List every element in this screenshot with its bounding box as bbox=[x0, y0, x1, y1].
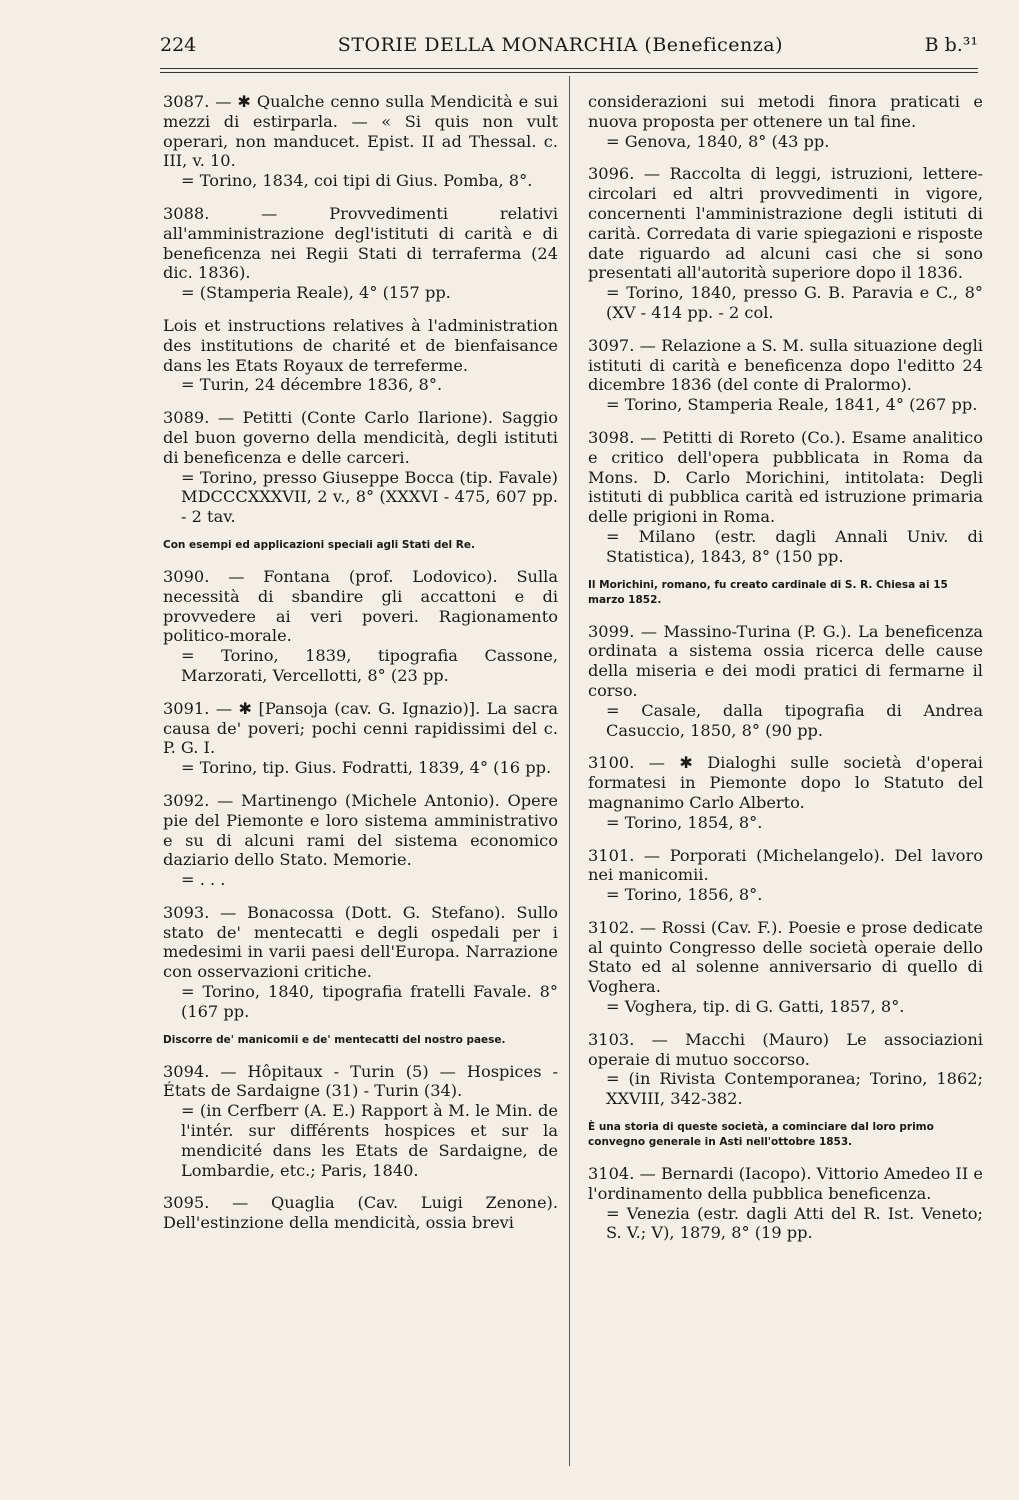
entry-imprint: = Torino, 1840, tipografia fratelli Favale. 8° (167 pp. bbox=[181, 982, 558, 1021]
entry-text: 3098. — Petitti di Roreto (Co.). Esame analitico e critico dell'opera pubblicata in Roma da Mons. D. Carlo Morichini, intitolata: Degli istituti di pubblica carità ed istruzione primaria delle prigioni in Roma. bbox=[588, 427, 983, 527]
entry-3094 bbox=[163, 1062, 558, 1181]
signature-mark: B b.³¹ bbox=[924, 34, 978, 56]
entry-note: È una storia di queste società, a cominciare dal loro primo convegno generale in Asti nell'ottobre 1853. bbox=[588, 1121, 934, 1149]
entry-imprint: = Torino, tip. Gius. Fodratti, 1839, 4° (16 pp. bbox=[181, 758, 552, 778]
entry-3091 bbox=[163, 699, 558, 778]
header-rule-bottom bbox=[160, 72, 978, 73]
entry-text: 3104. — Bernardi (Iacopo). Vittorio Amedeo II e l'ordinamento della pubblica beneficenza. bbox=[588, 1164, 983, 1203]
entry-text: 3094. — Hôpitaux - Turin (5) — Hospices - États de Sardaigne (31) - Turin (34). bbox=[163, 1061, 558, 1101]
entry-imprint: = Genova, 1840, 8° (43 pp. bbox=[606, 131, 830, 151]
entry-imprint: = Venezia (estr. dagli Atti del R. Ist. Veneto; S. V.; V), 1879, 8° (19 pp. bbox=[606, 1203, 983, 1243]
entry-imprint: = Torino, 1834, coi tipi di Gius. Pomba, 8°. bbox=[181, 171, 533, 191]
entry-text: 3101. — Porporati (Michelangelo). Del lavoro nei manicomii. bbox=[588, 845, 983, 885]
page-header bbox=[160, 34, 978, 64]
entry-text: 3092. — Martinengo (Michele Antonio). Opere pie del Piemonte e loro sistema amministrativo e su di alcuni rami del sistema economico daziario dello Stato. Memorie. bbox=[163, 790, 558, 870]
entry-3093 bbox=[163, 903, 558, 1022]
entry-imprint: = Torino, presso Giuseppe Bocca (tip. Favale) MDCCCXXXVII, 2 v., 8° (XXXVI - 475, 607 pp. - 2 tav. bbox=[181, 467, 558, 527]
entry-3095 bbox=[163, 1193, 558, 1233]
page-number: 224 bbox=[160, 34, 197, 56]
entry-imprint: = (Stamperia Reale), 4° (157 pp. bbox=[181, 283, 451, 303]
entry-3098 bbox=[588, 428, 983, 567]
entry-imprint: = Milano (estr. dagli Annali Univ. di Statistica), 1843, 8° (150 pp. bbox=[606, 526, 983, 566]
entry-text: 3090. — Fontana (prof. Lodovico). Sulla necessità di sbandire gli accattoni e di provvedere ai veri poveri. Ragionamento politico-morale. bbox=[163, 566, 558, 646]
entry-imprint: = Torino, 1856, 8°. bbox=[606, 885, 763, 905]
left-column bbox=[163, 92, 558, 1246]
entry-3102 bbox=[588, 918, 983, 1017]
entry-imprint: = Voghera, tip. di G. Gatti, 1857, 8°. bbox=[606, 997, 905, 1017]
right-column bbox=[588, 92, 983, 1256]
entry-3089 bbox=[163, 408, 558, 527]
entry-note: Discorre de' manicomii e de' mentecatti del nostro paese. bbox=[163, 1033, 506, 1046]
entry-imprint: = Torino, Stamperia Reale, 1841, 4° (267 pp. bbox=[606, 395, 978, 415]
entry-text: 3093. — Bonacossa (Dott. G. Stefano). Sullo stato de' mentecatti e degli ospedali per i medesimi in varii paesi dell'Europa. Narrazione con osservazioni critiche. bbox=[163, 902, 558, 982]
entry-imprint: = Torino, 1840, presso G. B. Paravia e C., 8° (XV - 414 pp. - 2 col. bbox=[606, 283, 983, 322]
entry-imprint: = Turin, 24 décembre 1836, 8°. bbox=[181, 375, 443, 395]
entry-text: 3096. — Raccolta di leggi, istruzioni, lettere-circolari ed altri provvedimenti in vigore, concernenti l'amministrazione degli istituti di carità. Corredata di varie spiegazioni e risposte date riguardo ad alcuni casi che si sono presentati all'autorità superiore dopo il 1836. bbox=[588, 164, 983, 283]
entry-text: 3095. — Quaglia (Cav. Luigi Zenone). Dell'estinzione della mendicità, ossia brevi bbox=[163, 1193, 558, 1233]
entry-3092 bbox=[163, 791, 558, 890]
entry-text: 3102. — Rossi (Cav. F.). Poesie e prose dedicate al quinto Congresso delle società operaie dello Stato ed al solenne anniversario di quello di Voghera. bbox=[588, 917, 983, 997]
entry-3097 bbox=[588, 336, 983, 415]
entry-text: 3103. — Macchi (Mauro) Le associazioni operaie di mutuo soccorso. bbox=[588, 1029, 983, 1069]
entry-3103 bbox=[588, 1030, 983, 1109]
entry-text: 3088. — Provvedimenti relativi all'amministrazione degl'istituti di carità e di beneficenza nei Regii Stati di terraferma (24 dic. 1836). bbox=[163, 203, 558, 283]
entry-text: 3099. — Massino-Turina (P. G.). La beneficenza ordinata a sistema ossia ricerca delle cause della miseria e dei modi pratici di fermarne il corso. bbox=[588, 621, 983, 700]
entry-imprint: = Torino, 1839, tipografia Cassone, Marzorati, Vercellotti, 8° (23 pp. bbox=[181, 646, 558, 685]
entry-3090 bbox=[163, 567, 558, 686]
entry-text: 3091. — ✱ [Pansoja (cav. G. Ignazio)]. La sacra causa de' poveri; pochi cenni rapidissimi del c. P. G. I. bbox=[163, 698, 558, 758]
entry-lois bbox=[163, 316, 558, 395]
entry-3101 bbox=[588, 846, 983, 905]
entry-note: Con esempi ed applicazioni speciali agli Stati del Re. bbox=[163, 538, 475, 551]
entry-imprint: = (in Cerfberr (A. E.) Rapport à M. le Min. de l'intér. sur différents hospices et sur la mendicité dans les Etats de Sardaigne, de Lombardie, etc.; Paris, 1840. bbox=[181, 1101, 558, 1180]
entry-note: Il Morichini, romano, fu creato cardinale di S. R. Chiesa ai 15 marzo 1852. bbox=[588, 578, 948, 606]
entry-3095-continued bbox=[588, 92, 983, 151]
entry-imprint: = Casale, dalla tipografia di Andrea Casuccio, 1850, 8° (90 pp. bbox=[606, 700, 983, 740]
column-divider bbox=[569, 76, 570, 1466]
entry-3088 bbox=[163, 204, 558, 303]
entry-3099 bbox=[588, 622, 983, 741]
entry-3100 bbox=[588, 753, 983, 832]
entry-text: 3087. — ✱ Qualche cenno sulla Mendicità e sui mezzi di estirparla. — « Si quis non vult operari, non manducet. Epist. II ad Thessal. c. III, v. 10. bbox=[163, 92, 558, 171]
entry-text: 3100. — ✱ Dialoghi sulle società d'operai formatesi in Piemonte dopo lo Statuto del magnanimo Carlo Alberto. bbox=[588, 753, 983, 812]
entry-3104 bbox=[588, 1164, 983, 1243]
entry-imprint: = Torino, 1854, 8°. bbox=[606, 812, 763, 832]
entry-imprint: = (in Rivista Contemporanea; Torino, 1862; XXVIII, 342-382. bbox=[606, 1069, 983, 1109]
entry-3087 bbox=[163, 92, 558, 191]
entry-text: Lois et instructions relatives à l'administration des institutions de charité et de bienfaisance dans les Etats Royaux de terreferme. bbox=[163, 315, 558, 375]
entry-imprint: = . . . bbox=[181, 870, 226, 890]
entry-text: 3097. — Relazione a S. M. sulla situazione degli istituti di carità e beneficenza dopo l'editto 24 dicembre 1836 (del conte di Pralormo). bbox=[588, 335, 983, 395]
entry-text: considerazioni sui metodi finora praticati e nuova proposta per ottenere un tal fine. bbox=[588, 92, 983, 131]
running-title: STORIE DELLA MONARCHIA (Beneficenza) bbox=[337, 34, 784, 56]
entry-text: 3089. — Petitti (Conte Carlo Ilarione). Saggio del buon governo della mendicità, degli istituti di beneficenza e delle carceri. bbox=[163, 408, 558, 467]
header-rule-top bbox=[160, 68, 978, 69]
entry-3096 bbox=[588, 164, 983, 322]
